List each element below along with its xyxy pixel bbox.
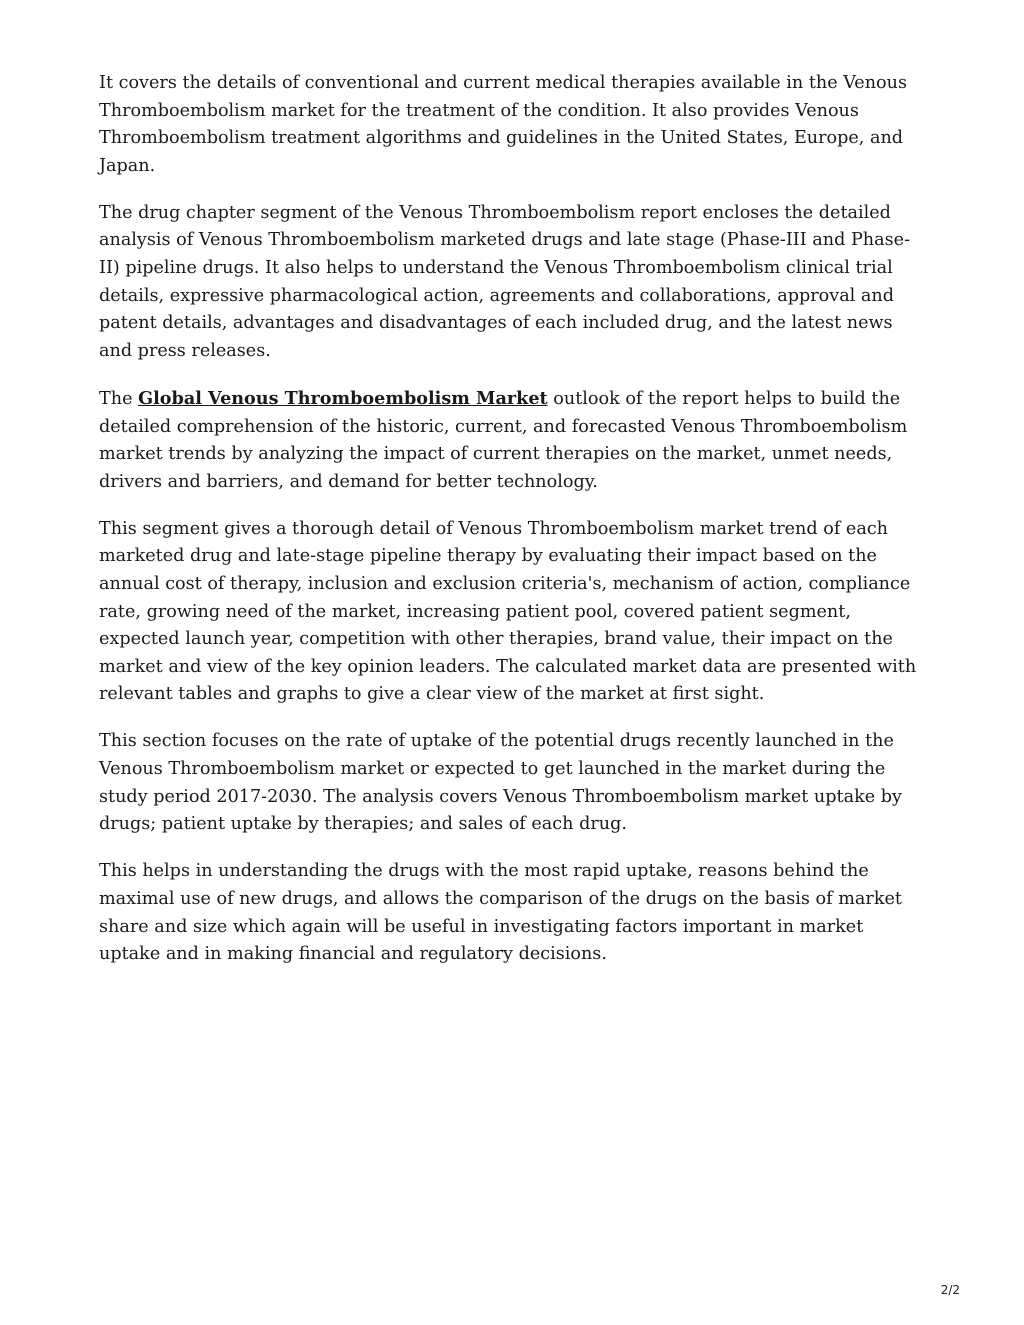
- page-number: 2/2: [940, 1283, 960, 1297]
- document-body: [99, 70, 929, 988]
- paragraph-drug-chapter: The drug chapter segment of the Venous Thromboembolism report encloses the detailed analysis of Venous Thromboembolism marketed drugs and late stage (Phase-III and Phase-II) pipeline drugs. It also helps to understand the Venous Thromboembolism clinical trial details, expressive pharmacological action, agreements and collaborations, approval and patent details, advantages and disadvantages of each included drug, and the latest news and press releases.: [99, 202, 911, 361]
- global-market-link[interactable]: Global Venous Thromboembolism Market: [138, 387, 548, 409]
- paragraph-market-trend: This segment gives a thorough detail of Venous Thromboembolism market trend of each marketed drug and late-stage pipeline therapy by evaluating their impact based on the annual cost of therapy, inclusion and exclusion criteria's, mechanism of action, compliance rate, growing need of the market, increasing patient pool, covered patient segment, expected launch year, competition with other therapies, brand value, their impact on the market and view of the key opinion leaders. The calculated market data are presented with relevant tables and graphs to give a clear view of the market at first sight.: [99, 518, 917, 705]
- paragraph-market-outlook: [99, 385, 929, 496]
- paragraph-therapies: It covers the details of conventional and current medical therapies available in the Venous Thromboembolism market for the treatment of the condition. It also provides Venous Thromboembolism treatment algorithms and guidelines in the United States, Europe, and Japan.: [99, 73, 908, 176]
- paragraph-uptake: This section focuses on the rate of uptake of the potential drugs recently launched in the Venous Thromboembolism market or expected to get launched in the market during the study period 2017-2030. The analysis covers Venous Thromboembolism market uptake by drugs; patient uptake by therapies; and sales of each drug.: [99, 731, 902, 835]
- paragraph-text-before-link: The: [99, 388, 139, 409]
- paragraph-understanding: This helps in understanding the drugs with the most rapid uptake, reasons behind the maximal use of new drugs, and allows the comparison of the drugs on the basis of market share and size which again will be useful in investigating factors important in market uptake and in making financial and regulatory decisions.: [99, 861, 902, 965]
- paragraph-text-after-link: outlook of the report helps to build the detailed comprehension of the historic, current, and forecasted Venous Thromboembolism market trends by analyzing the impact of current therapies on the market, unmet needs, drivers and barriers, and demand for better technology.: [99, 388, 908, 492]
